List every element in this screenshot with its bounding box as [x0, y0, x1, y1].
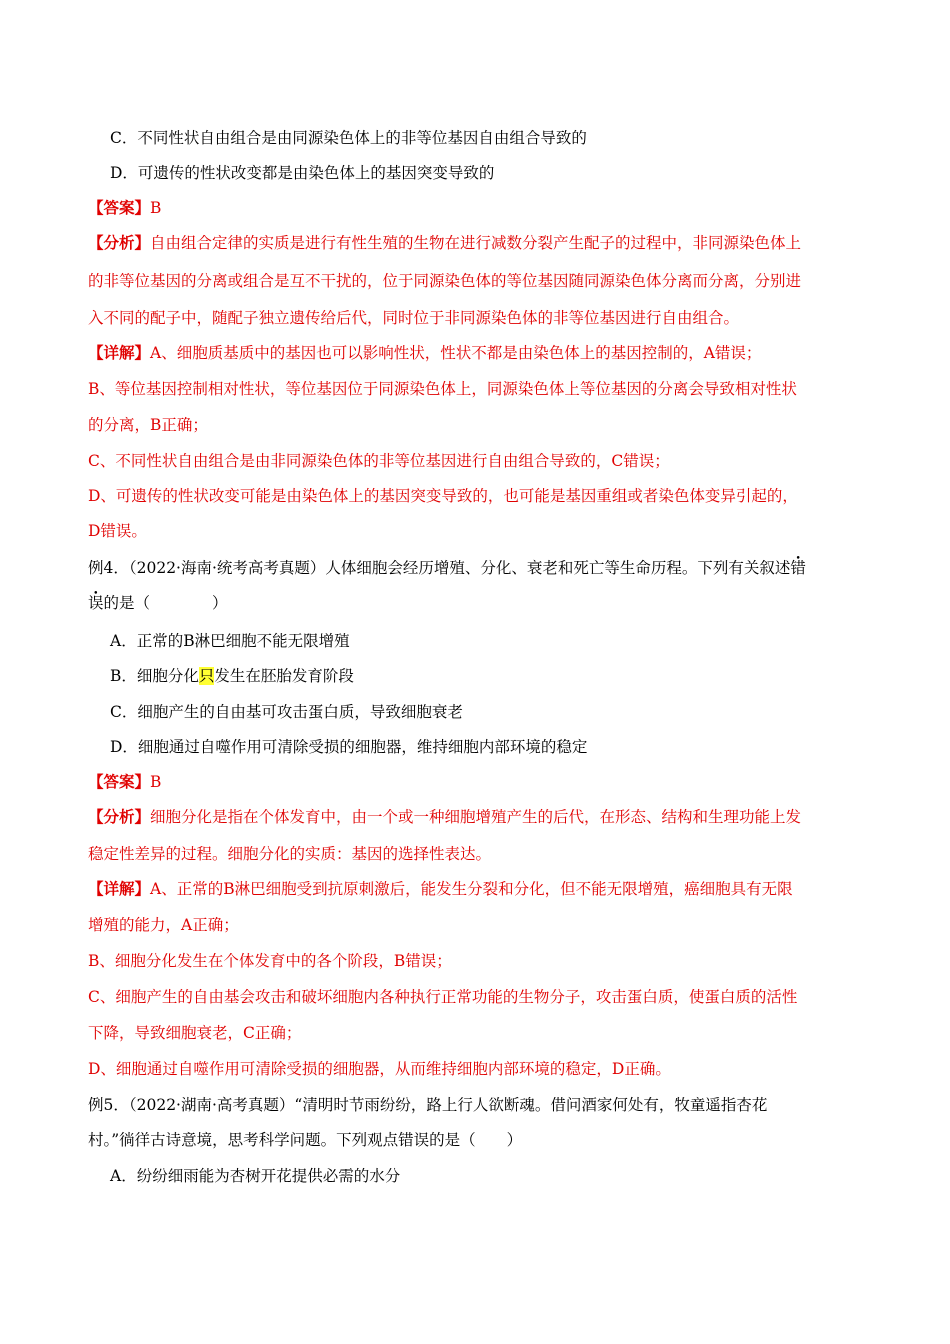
q3-detail-line-d1: D、可遗传的性状改变可能是由染色体上的基因突变导致的，也可能是基因重组或者染色体变异引起的， — [88, 487, 798, 505]
analysis-tag: 【分析】 — [88, 807, 151, 826]
analysis-text: 自由组合定律的实质是进行有性生殖的生物在进行减数分裂产生配子的过程中，非同源染色体上 — [150, 234, 802, 252]
q3-detail-line-a — [88, 342, 868, 364]
q3-detail-line-d2: D错误。 — [88, 522, 147, 540]
q3-analysis-line-2: 的非等位基因的分离或组合是互不干扰的，位于同源染色体的等位基因随同源染色体分离而分离，分别进 — [88, 272, 802, 290]
highlighted-char: 只 — [198, 667, 215, 685]
answer-value: B — [150, 773, 162, 791]
q5-option-a: A．纷纷细雨能为杏树开花提供必需的水分 — [110, 1167, 401, 1185]
option-text: 发生在胚胎发育阶段 — [214, 667, 354, 685]
detail-tag: 【详解】 — [88, 879, 151, 898]
q4-stem-line-2 — [88, 592, 868, 614]
q3-analysis-line-1 — [88, 232, 868, 254]
q3-detail-line-c: C、不同性状自由组合是由非同源染色体的非等位基因进行自由组合导致的，C错误； — [88, 452, 670, 470]
answer-tag: 【答案】 — [88, 772, 151, 791]
analysis-tag: 【分析】 — [88, 233, 151, 252]
q4-detail-line-d: D、细胞通过自噬作用可清除受损的细胞器，从而维持细胞内部环境的稳定，D正确。 — [88, 1060, 671, 1078]
q3-detail-line-b2: 的分离，B正确； — [88, 416, 208, 434]
q4-option-b — [110, 665, 890, 687]
q4-detail-line-a2: 增殖的能力，A正确； — [88, 916, 239, 934]
detail-text: A、正常的B淋巴细胞受到抗原刺激后，能发生分裂和分化，但不能无限增殖，癌细胞具有无限 — [150, 880, 793, 898]
q3-analysis-line-3: 入不同的配子中，随配子独立遗传给后代，同时位于非同源染色体的非等位基因进行自由组合。 — [88, 309, 740, 327]
q4-stem-text: 例4．（2022·海南·统考高考真题）人体细胞会经历增殖、分化、衰老和死亡等生命历程。下列有关叙述 — [88, 559, 791, 577]
q5-stem-line-1: 例5．（2022·湖南·高考真题）“清明时节雨纷纷，路上行人欲断魂。借问酒家何处有，牧童遥指杏花 — [88, 1096, 768, 1114]
q4-detail-line-c1: C、细胞产生的自由基会攻击和破坏细胞内各种执行正常功能的生物分子，攻击蛋白质，使蛋白质的活性 — [88, 988, 798, 1006]
q4-option-c: C．细胞产生的自由基可攻击蛋白质，导致细胞衰老 — [110, 703, 463, 721]
q3-answer — [88, 197, 868, 219]
q4-option-d: D．细胞通过自噬作用可清除受损的细胞器，维持细胞内部环境的稳定 — [110, 738, 588, 756]
emphasis-char: 误 — [88, 594, 104, 612]
q4-stem-text: 的是（ ） — [103, 594, 228, 612]
answer-value: B — [150, 199, 162, 217]
q4-detail-line-c2: 下降，导致细胞衰老，C正确； — [88, 1024, 302, 1042]
q4-stem-line-1 — [88, 557, 868, 579]
q4-detail-line-a1 — [88, 878, 868, 900]
q4-analysis-line-1 — [88, 806, 868, 828]
q3-detail-line-b1: B、等位基因控制相对性状，等位基因位于同源染色体上，同源染色体上等位基因的分离会导致相对性状 — [88, 380, 797, 398]
q3-option-d: D．可遗传的性状改变都是由染色体上的基因突变导致的 — [110, 164, 495, 182]
detail-text: A、细胞质基质中的基因也可以影响性状，性状不都是由染色体上的基因控制的，A错误； — [150, 344, 762, 362]
analysis-text: 细胞分化是指在个体发育中，由一个或一种细胞增殖产生的后代，在形态、结构和生理功能上发 — [150, 808, 802, 826]
q3-option-c: C．不同性状自由组合是由同源染色体上的非等位基因自由组合导致的 — [110, 129, 587, 147]
q5-stem-line-2: 村。”徜徉古诗意境，思考科学问题。下列观点错误的是（ ） — [88, 1131, 523, 1149]
answer-tag: 【答案】 — [88, 198, 151, 217]
emphasis-char: 错 — [790, 559, 806, 577]
option-text: B．细胞分化 — [110, 667, 199, 685]
q4-detail-line-b: B、细胞分化发生在个体发育中的各个阶段，B错误； — [88, 952, 452, 970]
q4-answer — [88, 771, 868, 793]
q4-analysis-line-2: 稳定性差异的过程。细胞分化的实质：基因的选择性表达。 — [88, 845, 492, 863]
detail-tag: 【详解】 — [88, 343, 151, 362]
q4-option-a: A．正常的B淋巴细胞不能无限增殖 — [110, 632, 350, 650]
